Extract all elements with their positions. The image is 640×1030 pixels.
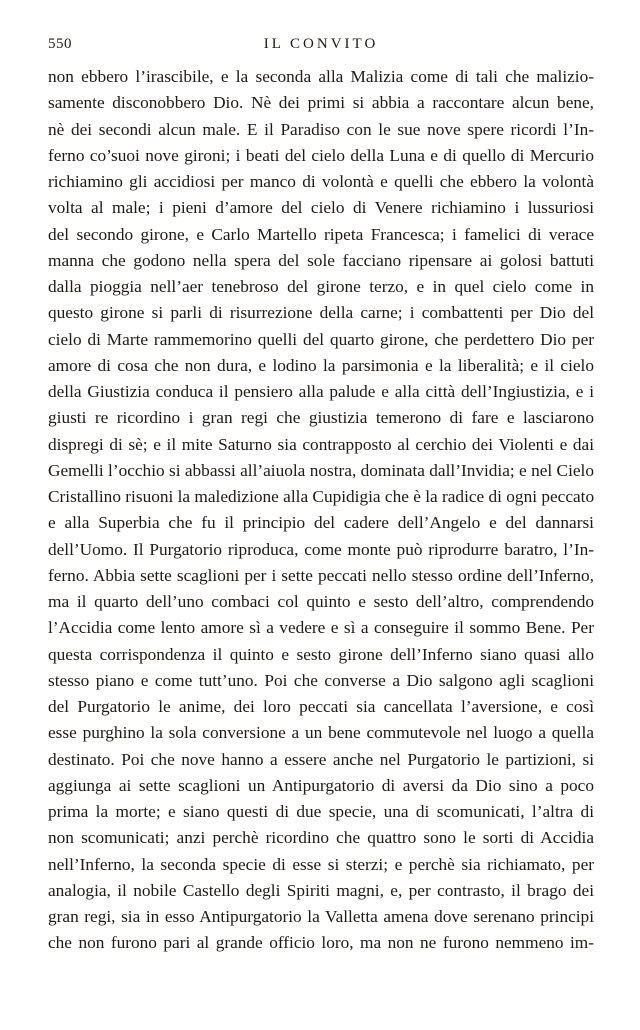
text-line: del Purgatorio le anime, dei loro peccati sia cancellata l’aversione, e così — [48, 697, 594, 716]
text-line: dispregi di sè; e il mite Saturno sia contrapposto al cerchio dei Violenti e dai — [48, 434, 594, 454]
text-line: ferno. Abbia sette scaglioni per i sette peccati nello stesso ordine dell’Inferno, — [48, 565, 594, 585]
running-head — [48, 36, 594, 60]
text-line: Gemelli l’occhio si abbassi all’aiuola nostra, dominata dall’Invidia; e nel Cielo — [48, 460, 594, 480]
text-line: questa corrispondenza il quinto e sesto girone dell’Inferno siano quasi allo — [48, 644, 594, 664]
page-number: 550 — [48, 36, 72, 52]
text-line: non ebbero l’irascibile, e la seconda alla Malizia come di tali che malizio- — [48, 67, 594, 86]
text-line: volta al male; i pieni d’amore del cielo di Venere richiamino i lussuriosi — [48, 198, 594, 218]
text-line: aggiunga ai sette scaglioni un Antipurgatorio di aversi da Dio sino a poco — [48, 775, 594, 795]
text-line: richiamino gli accidiosi per manco di volontà e quelli che ebbero la volontà — [48, 172, 594, 191]
text-line: amore di cosa che non dura, e lodino la parsimonia e la liberalità; e il cielo — [48, 355, 594, 375]
text-line: della Giustizia conduca il pensiero alla palude e alla città dell’Ingiustizia, e i — [48, 382, 594, 401]
text-line: ferno co’suoi nove gironi; i beati del cielo della Luna e di quello di Mercurio — [48, 145, 594, 165]
text-line: cielo di Marte rammemorino quelli del quarto girone, che perdettero Dio per — [48, 329, 594, 349]
text-line: nè dei secondi alcun male. E il Paradiso con le sue nove spere ricordi l’In- — [48, 119, 594, 139]
text-line: ma il quarto dell’uno combaci col quinto e sesto dell’altro, comprendendo — [48, 592, 594, 611]
text-line: dell’Uomo. Il Purgatorio riproduca, come monte può riprodurre baratro, l’In- — [48, 539, 594, 559]
text-line: che non furono pari al grande officio loro, ma non ne furono nemmeno im- — [48, 933, 594, 953]
body-text — [48, 64, 594, 957]
text-line: non scomunicati; anzi perchè ricordino che quattro sono le sorti di Accidia — [48, 828, 594, 848]
text-line: giusti re ricordino i gran regi che giustizia temerono di fare e lasciarono — [48, 408, 594, 428]
text-line: Cristallino risuoni la maledizione alla Cupidigia che è la radice di ogni peccato — [48, 487, 594, 506]
text-line: l’Accidia come lento amore sì a vedere e sì a conseguire il sommo Bene. Per — [48, 618, 594, 638]
text-line: esse purghino la sola conversione a un bene commutevole nel luogo a quella — [48, 723, 594, 743]
text-line: analogia, il nobile Castello degli Spiriti magni, e, per contrasto, il brago dei — [48, 880, 594, 900]
text-line: questo girone si parli di risurrezione della carne; i combattenti per Dio del — [48, 303, 594, 323]
text-line: nell’Inferno, la seconda specie di esse si sterzi; e perchè sia richiamato, per — [48, 854, 594, 874]
text-line: samente disconobbero Dio. Nè dei primi si abbia a raccontare alcun bene, — [48, 93, 594, 113]
running-title: IL CONVITO — [263, 36, 379, 52]
text-line: stesso piano e come tutt’uno. Poi che converse a Dio salgono agli scaglioni — [48, 670, 594, 690]
text-line: manna che godono nella spera del sole facciano ripensare ai golosi battuti — [48, 250, 594, 270]
text-line: gran regi, sia in esso Antipurgatorio la Valletta amena dove serenano principi — [48, 907, 594, 926]
text-line: e alla Superbia che fu il principio del cadere dell’Angelo e del dannarsi — [48, 513, 594, 533]
text-line: dalla pioggia nell’aer tenebroso del girone terzo, e in quel cielo come in — [48, 277, 594, 296]
text-line: prima la morte; e siano questi di due specie, una di scomunicati, l’altra di — [48, 802, 594, 821]
text-line: destinato. Poi che nove hanno a essere anche nel Purgatorio le partizioni, si — [48, 749, 594, 769]
text-line: del secondo girone, e Carlo Martello ripeta Francesca; i famelici di verace — [48, 224, 594, 244]
